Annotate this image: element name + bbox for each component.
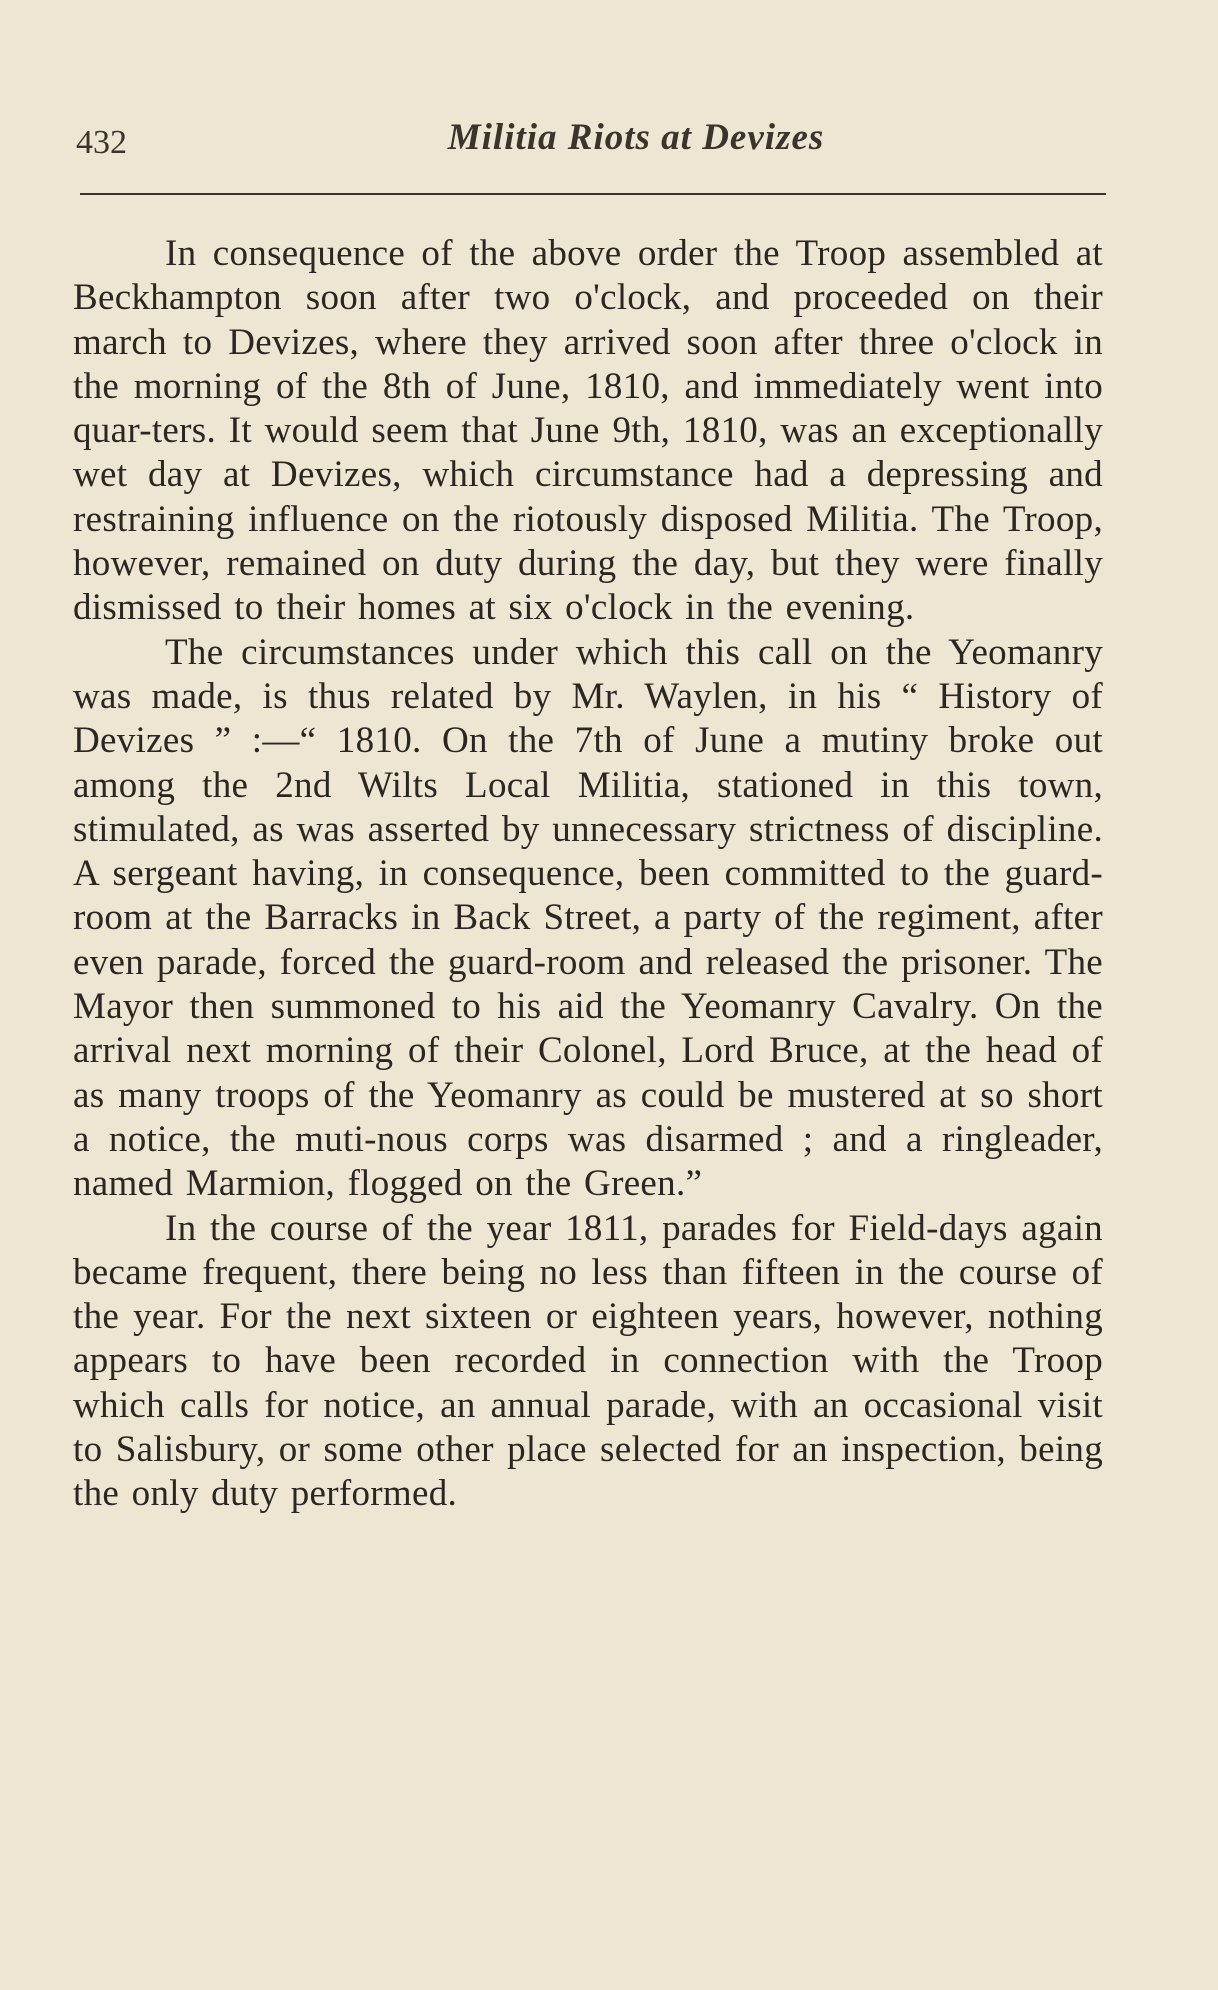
paragraph: In the course of the year 1811, parades for Field-days again became frequent, there being no less than fifteen in the course of the year. For the next sixteen or eighteen years, however, nothing appears to have been recorded in connection with the Troop which calls for notice, an annual parade, with an occasional visit to Salisbury, or some other place selected for an inspection, being the only duty performed. xyxy=(73,1207,1103,1515)
body-text xyxy=(73,232,1103,1517)
header-rule xyxy=(80,193,1106,195)
page-number: 432 xyxy=(76,124,127,161)
paragraph: The circumstances under which this call on the Yeomanry was made, is thus related by Mr. Waylen, in his “ History of Devizes ” :—“ 1810. On the 7th of June a mutiny broke out among the 2nd Wilts Local Militia, stationed in this town, stimulated, as was asserted by unnecessary strictness of discipline. A sergeant having, in consequence, been committed to the guard-room at the Barracks in Back Street, a party of the regiment, after even parade, forced the guard-room and released the prisoner. The Mayor then summoned to his aid the Yeomanry Cavalry. On the arrival next morning of their Colonel, Lord Bruce, at the head of as many troops of the Yeomanry as could be mustered at so short a notice, the muti-nous corps was disarmed ; and a ringleader, named Marmion, flogged on the Green.” xyxy=(73,631,1103,1205)
running-head: Militia Riots at Devizes xyxy=(447,117,825,158)
paragraph: In consequence of the above order the Troop assembled at Beckhampton soon after two o'clock, and proceeded on their march to Devizes, where they arrived soon after three o'clock in the morning of the 8th of June, 1810, and immediately went into quar-ters. It would seem that June 9th, 1810, was an exceptionally wet day at Devizes, which circumstance had a depressing and restraining influence on the riotously disposed Militia. The Troop, however, remained on duty during the day, but they were finally dismissed to their homes at six o'clock in the evening. xyxy=(73,233,1103,629)
page-header xyxy=(76,112,1108,172)
